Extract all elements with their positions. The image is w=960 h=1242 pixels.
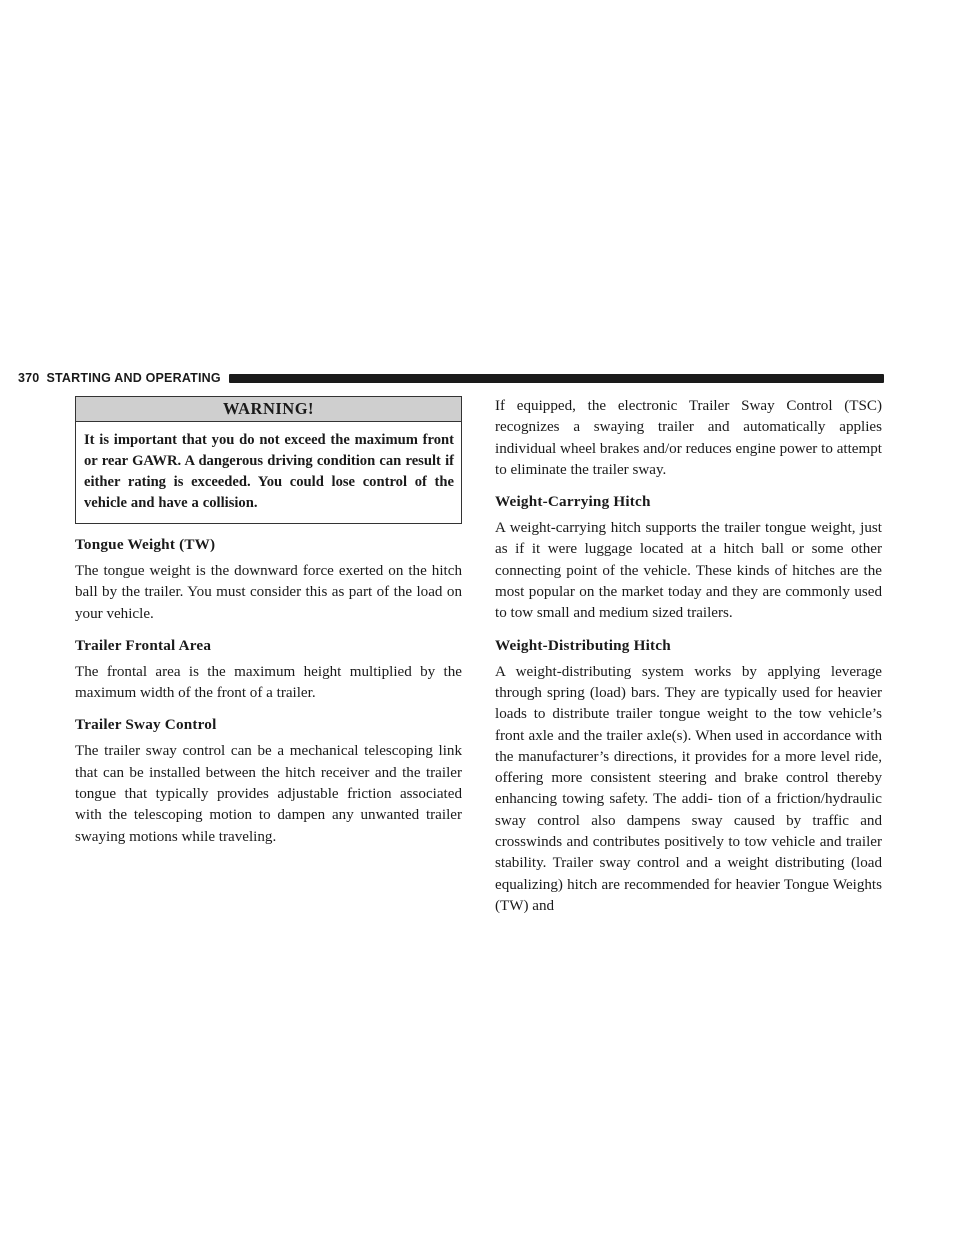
warning-text: It is important that you do not exceed the maximum front or rear GAWR. A dangerous driving condition can result if either rating is exceeded. You could lose control of the vehicle and have a collision. (84, 432, 454, 511)
paragraph-trailer-sway-control: The trailer sway control can be a mechanical telescoping link that can be installed between the hitch receiver and the trailer tongue that typically provides adjustable friction associated with the telescoping motion to dampen any unwanted trailer swaying motions while traveling. (75, 743, 462, 845)
heading-trailer-frontal-area: Trailer Frontal Area (75, 636, 212, 654)
left-column (75, 396, 462, 848)
right-column (495, 396, 882, 917)
paragraph-trailer-frontal-area: The frontal area is the maximum height multiplied by the maximum width of the front of a trailer. (75, 663, 462, 702)
warning-title: WARNING! (76, 397, 461, 422)
heading-weight-distributing-hitch: Weight-Distributing Hitch (495, 636, 671, 654)
page-number: 370 (18, 371, 40, 385)
heading-weight-carrying-hitch: Weight-Carrying Hitch (495, 493, 651, 511)
paragraph-tongue-weight: The tongue weight is the downward force exerted on the hitch ball by the trailer. You must consider this as part of the load on your vehicle. (75, 563, 462, 622)
heading-trailer-sway-control: Trailer Sway Control (75, 716, 217, 734)
section-title: STARTING AND OPERATING (46, 371, 221, 385)
paragraph-weight-distributing-hitch: A weight-distributing system works by applying leverage through spring (load) bars. They are typically used for heavier loads to distribute trailer tongue weight to the tow vehicle’s front axle and the trailer axle(s). When used in accordance with the manufacturer’s directions, it provides for a more level ride, offering more consistent steering and brake control thereby enhancing towing safety. The addi- tion of a friction/hydraulic sway control also dampens sway caused by traffic and crosswinds and contributes positively to tow vehicle and trailer stability. Trailer sway control and a weight distributing (load equalizing) hitch are recommended for heavier Tongue Weights (TW) and (495, 663, 882, 914)
warning-box (75, 396, 462, 524)
paragraph-weight-carrying-hitch: A weight-carrying hitch supports the trailer tongue weight, just as if it were luggage located at a hitch ball or some other connecting point of the vehicle. These kinds of hitches are the most popular on the market today and they are commonly used to tow small and medium sized trailers. (495, 520, 882, 622)
paragraph-tsc-intro: If equipped, the electronic Trailer Sway Control (TSC) recognizes a swaying trailer and automatically applies individual wheel brakes and/or reduces engine power to attempt to eliminate the trailer sway. (495, 398, 882, 478)
heading-tongue-weight: Tongue Weight (TW) (75, 536, 216, 553)
header-rule (229, 374, 884, 383)
page-header (18, 370, 884, 386)
